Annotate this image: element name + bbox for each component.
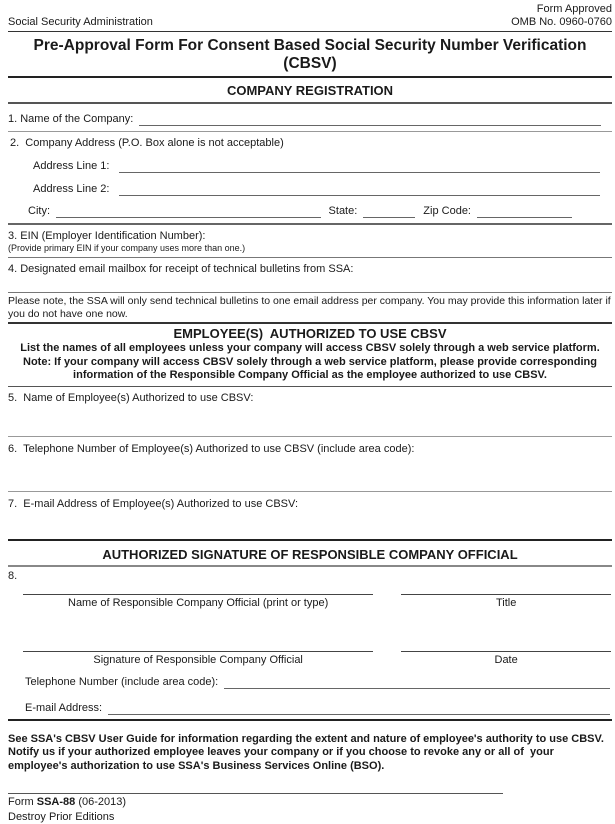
employee-phones-label: 6. Telephone Number of Employee(s) Authorized to use CBSV (include area code): [8,442,415,455]
date-field [401,640,611,667]
official-email-input[interactable] [108,701,610,715]
section-employee-names [8,387,612,437]
state-label: State: [328,205,358,217]
zip-input[interactable] [477,204,572,218]
official-email-field [25,701,612,715]
company-name-input[interactable] [139,112,601,126]
official-title-input[interactable] [401,583,611,595]
form-approval-block [511,3,612,29]
email-mailbox-label: 4. Designated email mailbox for receipt of technical bulletins from SSA: [8,263,354,275]
company-address-label: 2. Company Address (P.O. Box alone is not acceptable) [10,137,284,149]
section-company-address [8,132,612,225]
signature-date-row [23,640,611,667]
official-name-label: Name of Responsible Company Official (print or type) [68,596,329,609]
form-header [8,0,612,32]
form-approved-text: Form Approved [536,3,612,15]
official-name-input[interactable] [23,583,373,595]
address-line2-input[interactable] [119,182,600,196]
destroy-prior-editions: Destroy Prior Editions [8,811,115,823]
official-signature-label: Signature of Responsible Company Official [93,653,303,666]
official-title-label: Title [495,596,517,609]
official-phone-field [25,675,612,689]
signature-heading: AUTHORIZED SIGNATURE OF RESPONSIBLE COMPANY OFFICIAL [8,541,612,567]
company-name-label: 1. Name of the Company: [8,113,134,125]
company-registration-heading: COMPANY REGISTRATION [8,78,612,104]
omb-number: OMB No. 0960-0760 [511,16,612,28]
city-input[interactable] [56,204,321,218]
state-input[interactable] [363,204,415,218]
form-footer [8,793,612,824]
official-phone-input[interactable] [224,675,610,689]
employee-emails-input[interactable] [8,511,612,539]
address-line1-input[interactable] [119,159,600,173]
section-ein [8,225,612,258]
name-title-row [23,583,611,610]
technical-bulletin-note [8,293,612,324]
employees-instructions: List the names of all employees unless your company will access CBSV solely through a web service platform. Note: If your company will access CBSV solely through a web service platform, please provide corresponding information of the Responsible Company Official as the employee authorized to use CBSV. [8,341,612,387]
official-title-field [401,583,611,610]
form-number: SSA-88 [36,796,76,808]
user-guide-footnote: See SSA's CBSV User Guide for information regarding the extent and nature of employee's authority to use CBSV. Notify us if your authorized employee leaves your company or if you choose to revoke any or all of your employee's authorization to use SSA's Business Services Online (BSO). [8,732,611,772]
date-label: Date [494,653,518,666]
form-title-line2: (CBSV) [283,55,337,72]
ein-note: (Provide primary EIN if your company uses more than one.) [8,243,246,253]
official-name-field [23,583,373,610]
official-phone-label: Telephone Number (include area code): [25,675,219,688]
section-email-mailbox [8,258,612,293]
field-city-state-zip [28,204,612,223]
employees-heading: EMPLOYEE(S) AUTHORIZED TO USE CBSV [173,326,447,341]
zip-label: Zip Code: [423,205,471,217]
form-number-line [8,794,612,809]
employee-names-label: 5. Name of Employee(s) Authorized to use CBSV: [8,391,254,404]
field-address-line2 [33,182,612,196]
date-input[interactable] [401,640,611,652]
address-line1-label: Address Line 1: [33,160,110,172]
field-address-line1 [33,159,612,173]
official-email-label: E-mail Address: [25,701,103,714]
form-number-prefix: Form [8,796,37,808]
email-mailbox-input[interactable] [8,276,612,292]
form-title [8,32,612,78]
city-label: City: [28,205,50,217]
address-line2-label: Address Line 2: [33,183,110,195]
signature-section [8,567,612,721]
field-company-name [8,104,612,132]
official-signature-input[interactable] [23,640,373,652]
employee-emails-label: 7. E-mail Address of Employee(s) Authorized to use CBSV: [8,497,299,510]
official-signature-field [23,640,373,667]
ein-label: 3. EIN (Employer Identification Number): [8,230,206,242]
section-employee-emails [8,492,612,541]
technical-bulletin-note-text: Please note, the SSA will only send technical bulletins to one email address per company. You may provide this information later if you do not have one now. [8,295,611,320]
section-employee-phones [8,437,612,492]
agency-name: Social Security Administration [8,16,153,28]
form-number-suffix: (06-2013) [75,796,127,808]
employee-phones-input[interactable] [8,456,612,491]
employee-names-input[interactable] [8,405,612,436]
form-title-line1: Pre-Approval Form For Consent Based Social Security Number Verification [33,37,587,54]
item8-number: 8. [8,569,18,582]
